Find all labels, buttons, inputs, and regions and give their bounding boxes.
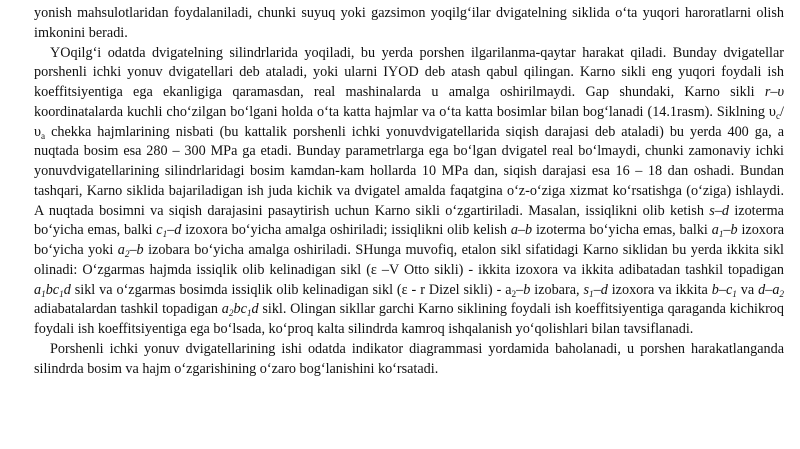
text-run: Porshenli ichki yonuv dvigatellarining ishi odatda indikator diagrammasi yordamida baholanadi, u porshen harakatlanganda silindrda bosim va hajm o‘zgarishining o‘zaro bog‘lanishini ko‘rsatadi.: [34, 340, 784, 377]
subscript-text: 1: [246, 308, 252, 319]
text-run: izoxora bo‘yicha yoki: [34, 222, 785, 258]
text-run: sikl va o‘zgarmas bosimda issiqlik olib kelinadigan sikl (ε - r Dizel sikli) - a: [70, 281, 512, 298]
italic-text: c: [156, 222, 163, 239]
text-run: izoterma bo‘yicha emas, balki: [34, 202, 784, 239]
paragraph-2: [34, 44, 784, 340]
italic-text: b–c: [711, 281, 733, 298]
text-run: adiabatalardan tashkil topadigan: [34, 301, 222, 318]
subscript-text: 2: [228, 308, 234, 319]
text-run: koordinatalarda kuchli cho‘zilgan bo‘lgani holda o‘ta katta hajmlar va o‘ta katta bosimlar bilan bog‘lanadi (14.1rasm). Siklning υ: [34, 103, 776, 120]
text-run: yonish mahsulotlaridan foydalaniladi, chunki suyuq yoki gazsimon yoqilg‘ilar dvigatelning siklida o‘ta yuqori haroratlarni olish imkonini beradi.: [34, 5, 784, 41]
italic-text: –d: [167, 222, 182, 239]
italic-text: –d: [593, 281, 608, 298]
text-run: sikl. Olingan sikllar garchi Karno siklining foydali ish koeffitsiyentiga qaraganda kichikroq foydali ish koeffitsiyentiga ega bo‘lsada, ko‘proq kalta silindrda kamroq ishqalanish yo‘qolishlari bilan tavsiflanadi.: [34, 301, 784, 337]
italic-text: –b: [723, 222, 738, 239]
subscript-text: 2: [779, 288, 785, 299]
italic-text: a: [711, 222, 719, 239]
subscript-text: 1: [732, 288, 737, 299]
text-run: izobara bo‘yicha amalga oshiriladi. SHunga muvofiq, etalon sikl sifatidagi Karno siklidan bu yerda ikkita sikl olinadi: O‘zgarmas hajmda issiqlik olib kelinadigan sikl (ε –V Otto sikli) - ikkita izoxora va ikkita adibatadan tashkil topadigan: [34, 242, 784, 278]
paragraph-3: [34, 340, 784, 380]
subscript-text: 2: [124, 249, 130, 260]
subscript-text: 1: [59, 288, 64, 299]
text-run: /υ: [34, 103, 784, 140]
italic-text: a: [117, 242, 125, 258]
text-run: izoterma bo‘yicha emas, balki: [532, 222, 712, 239]
italic-text: a: [34, 281, 42, 298]
subscript-text: 2: [511, 288, 517, 299]
italic-text: a: [221, 301, 229, 318]
subscript-text: 1: [162, 229, 168, 240]
text-run: YOqilg‘i odatda dvigatelning silindrlarida yoqiladi, bu yerda porshen ilgarilanma-qaytar harakat qiladi. Bunday dvigatellar porshenli ichki yonuv dvigatellari deb ataladi, yoki ularni IYOD deb atash qabul qilingan. Karno sikli eng yuqori foydali ish koeffitsiyentiga ega ekanligiga qaramasdan, real mashinalarda u amalga oshirilmaydi. Gap shundaki, Karno sikli: [34, 44, 784, 100]
subscript-text: 1: [41, 288, 46, 299]
paragraph-1: [34, 4, 784, 44]
italic-text: bc: [45, 281, 60, 298]
subscript-text: 1: [589, 288, 594, 299]
italic-text: s–d: [709, 202, 729, 219]
italic-text: d–a: [758, 281, 780, 298]
italic-text: a–b: [510, 222, 533, 239]
italic-text: d: [63, 281, 71, 298]
italic-text: –b: [129, 242, 144, 258]
subscript-text: a: [41, 130, 46, 141]
text-run: izoxora va ikkita: [607, 281, 712, 298]
italic-text: bc: [233, 301, 247, 318]
text-run: chekka hajmlarining nisbati (bu kattalik porshenli ichki yonuvdvigatellarida siqish darajasi deb ataladi) bu yerda 400 ga, a nuqtada bosim esa 280 – 300 MPa ga etadi. Bunday parametrlarga ega bo‘lgan dvigatel real bo‘lmaydi, chunki zamonaviy ichki yonuvdvigatellarining silindrlaridagi bosim kamdan-kam hollarda 10 MPa dan, siqish darajasi esa 16 – 18 dan oshadi. Bundan tashqari, Karno siklida bajariladigan ish juda kichik va dvigatel amalda faqatgina o‘z-o‘ziga xizmat ko‘rsatishga (o‘ziga) ishlaydi. A nuqtada bosimni va siqish darajasini pasaytirish uchun Karno sikli o‘zgartiriladi. Masalan, issiqlikni olib ketish: [34, 123, 784, 219]
text-run: izoxora bo‘yicha amalga oshiriladi; issiqlikni olib kelish: [181, 222, 511, 239]
italic-text: r–υ: [764, 84, 784, 100]
subscript-text: 1: [718, 229, 724, 240]
subscript-text: c: [775, 110, 781, 121]
text-run: va: [736, 281, 759, 298]
italic-text: –b: [516, 281, 531, 298]
text-run: izobara,: [530, 281, 584, 298]
italic-text: s: [583, 281, 590, 298]
italic-text: d: [251, 301, 259, 318]
